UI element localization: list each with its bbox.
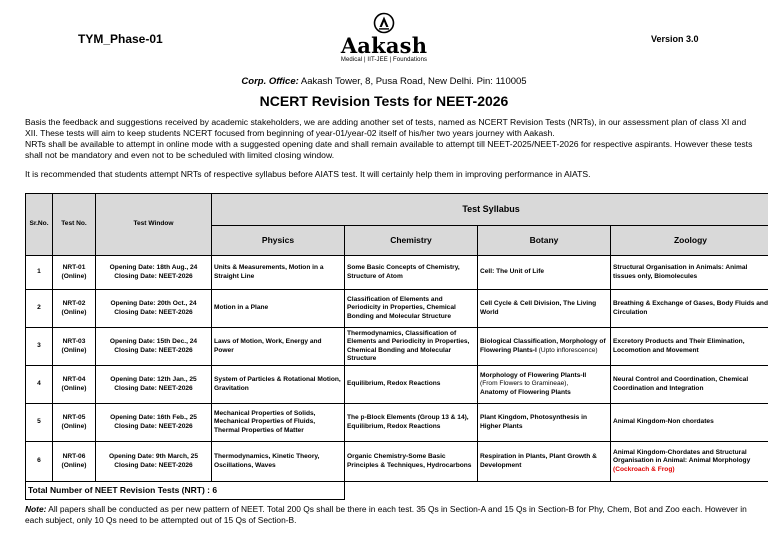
row-testno: NRT-04 (Online) bbox=[53, 366, 96, 404]
row-window: Opening Date: 9th March, 25 Closing Date: NEET-2026 bbox=[96, 442, 212, 482]
header-botany: Botany bbox=[478, 226, 611, 256]
row-testno: NRT-06 (Online) bbox=[53, 442, 96, 482]
total-row bbox=[26, 482, 768, 500]
row-zoology: Excretory Products and Their Elimination, Locomotion and Movement bbox=[611, 328, 768, 366]
row-srno: 3 bbox=[26, 328, 53, 366]
aakash-logo bbox=[336, 12, 432, 64]
row-chemistry: Some Basic Concepts of Chemistry, Structure of Atom bbox=[345, 256, 478, 290]
total-count: Total Number of NEET Revision Tests (NRT) : 6 bbox=[26, 482, 345, 500]
header-physics: Physics bbox=[212, 226, 345, 256]
row-physics: Thermodynamics, Kinetic Theory, Oscillations, Waves bbox=[212, 442, 345, 482]
row-srno: 6 bbox=[26, 442, 53, 482]
row-zoology: Breathing & Exchange of Gases, Body Fluids and Circulation bbox=[611, 290, 768, 328]
row-window: Opening Date: 18th Aug., 24 Closing Date: NEET-2026 bbox=[96, 256, 212, 290]
row-botany: Plant Kingdom, Photosynthesis in Higher Plants bbox=[478, 404, 611, 442]
row-botany: Biological Classification, Morphology of Flowering Plants-I (Upto inflorescence) bbox=[478, 328, 611, 366]
row-window: Opening Date: 20th Oct., 24 Closing Date: NEET-2026 bbox=[96, 290, 212, 328]
table-row bbox=[26, 328, 768, 366]
corp-office-address: Aakash Tower, 8, Pusa Road, New Delhi. Pin: 110005 bbox=[300, 76, 527, 87]
row-testno: NRT-02 (Online) bbox=[53, 290, 96, 328]
intro-paragraph-3: It is recommended that students attempt NRTs of respective syllabus before AIATS test. It will certainly help them in improving performance in AIATS. bbox=[25, 169, 591, 179]
row-chemistry: Classification of Elements and Periodicity in Properties, Chemical Bonding and Molecular Structure bbox=[345, 290, 478, 328]
phase-label: TYM_Phase-01 bbox=[78, 32, 163, 46]
table-row bbox=[26, 256, 768, 290]
note-label: Note: bbox=[25, 504, 47, 514]
row-physics: Mechanical Properties of Solids, Mechanical Properties of Fluids, Thermal Properties of Matter bbox=[212, 404, 345, 442]
row-testno: NRT-03 (Online) bbox=[53, 328, 96, 366]
row-chemistry: Organic Chemistry-Some Basic Principles & Techniques, Hydrocarbons bbox=[345, 442, 478, 482]
row-botany: Morphology of Flowering Plants-II (From Flowers to Gramineae), Anatomy of Flowering Plants bbox=[478, 366, 611, 404]
row-botany: Respiration in Plants, Plant Growth & Development bbox=[478, 442, 611, 482]
row-srno: 2 bbox=[26, 290, 53, 328]
header-zoology: Zoology bbox=[611, 226, 768, 256]
logo-tagline: Medical | IIT-JEE | Foundations bbox=[340, 57, 428, 63]
footer-note bbox=[25, 504, 753, 526]
syllabus-table bbox=[25, 193, 768, 500]
row-physics: System of Particles & Rotational Motion, Gravitation bbox=[212, 366, 345, 404]
header-srno: Sr.No. bbox=[26, 194, 53, 256]
intro-paragraph-1: Basis the feedback and suggestions received by academic stakeholders, we are adding another set of tests, named as NCERT Revision Tests (NRTs), in our assessment plan of class XI and XII. These tests will aim to keep students NCERT focused from beginning of year-01/year-02 itself of his/her two years journey with Aakash. bbox=[25, 117, 747, 138]
table-row bbox=[26, 442, 768, 482]
row-srno: 1 bbox=[26, 256, 53, 290]
logo-emblem-icon bbox=[373, 12, 395, 34]
row-physics: Units & Measurements, Motion in a Straight Line bbox=[212, 256, 345, 290]
table-row bbox=[26, 366, 768, 404]
header-testno: Test No. bbox=[53, 194, 96, 256]
row-window: Opening Date: 12th Jan., 25 Closing Date: NEET-2026 bbox=[96, 366, 212, 404]
header-syllabus: Test Syllabus bbox=[212, 194, 768, 226]
row-window: Opening Date: 15th Dec., 24 Closing Date: NEET-2026 bbox=[96, 328, 212, 366]
row-srno: 5 bbox=[26, 404, 53, 442]
row-chemistry: Thermodynamics, Classification of Elements and Periodicity in Properties, Chemical Bonding and Molecular Structure bbox=[345, 328, 478, 366]
row-zoology: Animal Kingdom-Non chordates bbox=[611, 404, 768, 442]
intro-paragraph-2: NRTs shall be available to attempt in online mode with a suggested opening date and shall remain available to attempt till NEET-2025/NEET-2026 for respective aspirants. However these tests shall not be mandatory and even not to be scheduled with limited closing window. bbox=[25, 139, 753, 160]
note-text: All papers shall be conducted as per new pattern of NEET. Total 200 Qs shall be there in each test. 35 Qs in Section-A and 15 Qs in Section-B for Phy, Chem, Bot and Zoo each. However in each subject, only 10 Qs need to be attempted out of 15 Qs of Section-B. bbox=[25, 504, 747, 525]
row-window: Opening Date: 16th Feb., 25 Closing Date: NEET-2026 bbox=[96, 404, 212, 442]
zoology-highlight: (Cockroach & Frog) bbox=[613, 465, 675, 473]
row-zoology: Structural Organisation in Animals: Animal tissues only, Biomolecules bbox=[611, 256, 768, 290]
row-testno: NRT-05 (Online) bbox=[53, 404, 96, 442]
corp-office-label: Corp. Office: bbox=[241, 76, 299, 87]
table-row bbox=[26, 290, 768, 328]
row-botany: Cell Cycle & Cell Division, The Living World bbox=[478, 290, 611, 328]
header-window: Test Window bbox=[96, 194, 212, 256]
row-zoology: Neural Control and Coordination, Chemical Coordination and Integration bbox=[611, 366, 768, 404]
row-chemistry: The p-Block Elements (Group 13 & 14), Equilibrium, Redox Reactions bbox=[345, 404, 478, 442]
logo-wordmark: Aakash bbox=[340, 33, 428, 58]
row-physics: Laws of Motion, Work, Energy and Power bbox=[212, 328, 345, 366]
header-chemistry: Chemistry bbox=[345, 226, 478, 256]
row-physics: Motion in a Plane bbox=[212, 290, 345, 328]
row-zoology: Animal Kingdom-Chordates and Structural Organisation in Animal: Animal Morphology (Cockroach & Frog) bbox=[611, 442, 768, 482]
row-botany: Cell: The Unit of Life bbox=[478, 256, 611, 290]
table-row bbox=[26, 404, 768, 442]
row-testno: NRT-01 (Online) bbox=[53, 256, 96, 290]
page-title: NCERT Revision Tests for NEET-2026 bbox=[259, 93, 509, 109]
row-srno: 4 bbox=[26, 366, 53, 404]
version-label: Version 3.0 bbox=[651, 34, 699, 44]
corp-office bbox=[0, 76, 768, 87]
row-chemistry: Equilibrium, Redox Reactions bbox=[345, 366, 478, 404]
